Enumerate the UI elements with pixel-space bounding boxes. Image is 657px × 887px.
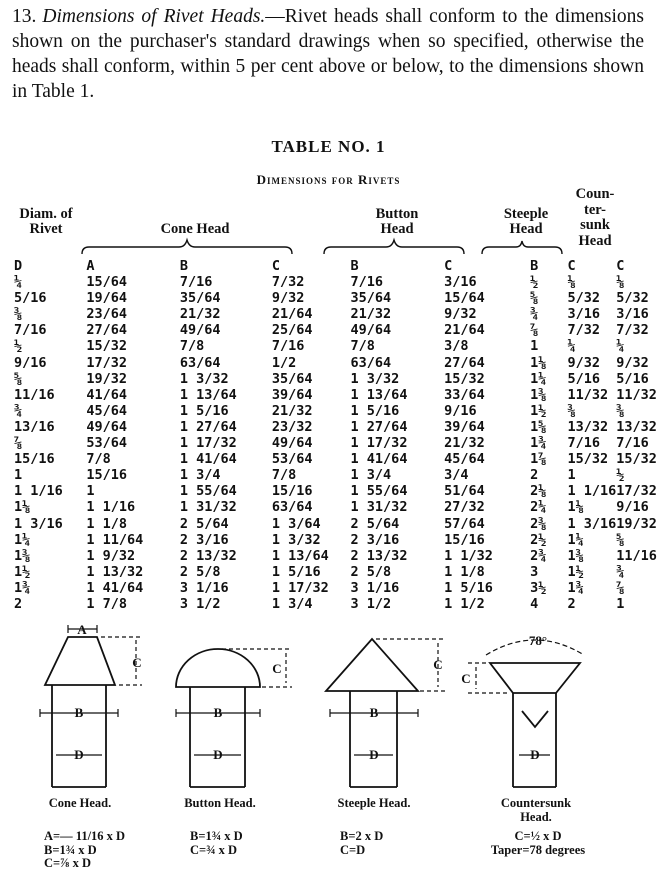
table-row: [14, 580, 657, 596]
table-cell: 49/64: [350, 322, 392, 339]
table-cell: 2: [14, 595, 23, 612]
table-cell: 1 55/64: [179, 483, 237, 500]
table-cell: 15/32: [567, 451, 609, 468]
table-cell: 63/64: [179, 354, 221, 371]
table-cell: 1⅛: [567, 499, 584, 516]
table-cell: 15/16: [86, 467, 127, 484]
table-cell: 51/64: [444, 483, 485, 500]
table-row: [14, 596, 657, 612]
steeple-label-b: B: [369, 705, 379, 720]
table-row: [14, 435, 657, 451]
rivet-dimensions-table: [14, 258, 657, 612]
caption-cone: Cone Head.: [48, 796, 112, 810]
table-row: [14, 274, 657, 290]
table-cell: 9/32: [444, 306, 477, 323]
table-cell: 7/16: [616, 435, 649, 452]
formulas-cone: [44, 830, 125, 871]
table-cell: 21/64: [271, 306, 313, 323]
table-cell: 21/32: [350, 306, 392, 323]
col-header-countersunk-c: C: [616, 258, 625, 274]
table-cell: 1 31/32: [350, 499, 408, 516]
col-header-cone-b: B: [179, 258, 189, 274]
table-cell: 11/16: [616, 547, 657, 564]
table-cell: 1 31/32: [179, 499, 237, 516]
header-cone: Cone Head: [160, 221, 230, 237]
table-cell: 1⅞: [530, 451, 547, 468]
table-cell: 1 41/64: [86, 579, 144, 596]
table-cell: ⅜: [616, 402, 625, 419]
table-cell: 3½: [530, 579, 547, 596]
table-cell: 1 17/32: [350, 435, 408, 452]
table-cell: 5/16: [616, 370, 649, 387]
formula-cone-a: A=— 11/16 x D: [44, 829, 126, 843]
table-cell: 3/8: [444, 338, 469, 355]
table-cell: 1¼: [14, 531, 31, 548]
steeple-label-d: D: [369, 747, 379, 762]
table-cell: 11/32: [616, 386, 657, 403]
table-cell: 1⅝: [530, 418, 547, 435]
table-cell: 63/64: [350, 354, 392, 371]
table-cell: 21/32: [444, 435, 485, 452]
table-cell: 1 55/64: [350, 483, 408, 500]
table-row: [14, 532, 657, 548]
table-cell: 53/64: [271, 451, 313, 468]
table-row: [14, 403, 657, 419]
cone-label-c: C: [132, 655, 142, 670]
table-cell: 1 3/4: [271, 595, 313, 612]
table-row: [14, 290, 657, 306]
table-cell: 15/16: [14, 451, 55, 468]
table-cell: 7/16: [271, 338, 305, 355]
table-cell: 7/8: [271, 467, 297, 484]
table-cell: ⅜: [567, 402, 576, 419]
table-row: [14, 306, 657, 322]
table-cell: 3/4: [444, 467, 469, 484]
table-cell: 3 1/16: [179, 579, 229, 596]
table-cell: 1 27/64: [350, 418, 408, 435]
table-row: [14, 467, 657, 483]
formulas-button: [190, 830, 243, 857]
table-row: [14, 499, 657, 515]
table-cell: 39/64: [271, 386, 313, 403]
table-cell: 3/16: [616, 306, 649, 323]
table-cell: ⅛: [616, 274, 625, 291]
formula-steeple-c: C=D: [340, 842, 366, 857]
table-cell: 1¼: [567, 531, 584, 548]
table-cell: 7/8: [179, 338, 205, 355]
table-cell: 53/64: [86, 435, 127, 452]
table-cell: 13/32: [616, 418, 657, 435]
table-cell: ⅝: [14, 370, 23, 387]
table-cell: 2: [567, 595, 576, 612]
table-cell: 21/64: [444, 322, 485, 339]
table-cell: 41/64: [86, 386, 127, 403]
table-cell: 7/8: [86, 451, 111, 468]
table-row: [14, 564, 657, 580]
table-cell: 27/64: [444, 354, 485, 371]
section-title: Dimensions of Rivet Heads.: [42, 6, 266, 27]
table-cell: 1 1/2: [444, 595, 485, 612]
table-cell: 2¾: [530, 547, 547, 564]
table-cell: 1½: [567, 563, 584, 580]
table-cell: 23/64: [86, 306, 127, 323]
cone-label-b: B: [74, 705, 84, 720]
table-cell: 1¾: [14, 579, 31, 596]
table-cell: 1 13/64: [179, 386, 237, 403]
table-cell: 1 13/64: [271, 547, 329, 564]
table-cell: 15/64: [444, 290, 485, 307]
table-cell: 7/32: [567, 322, 601, 339]
table-cell: ¾: [14, 402, 23, 419]
table-cell: 7/16: [179, 274, 213, 291]
table-cell: 1 5/16: [350, 402, 400, 419]
cone-head-drawing: [40, 625, 142, 787]
table-cell: 2 5/64: [350, 515, 400, 532]
table-cell: 1⅛: [14, 499, 31, 516]
table-cell: 1 1/16: [86, 499, 136, 516]
table-cell: 1 1/8: [444, 563, 485, 580]
countersunk-label-c: C: [461, 671, 471, 686]
table-cell: 1 17/32: [179, 435, 237, 452]
brace-cone: [82, 240, 292, 254]
table-cell: ½: [616, 467, 625, 484]
table-cell: 1 17/32: [271, 579, 329, 596]
table-cell: ½: [14, 338, 23, 355]
column-header-row: [14, 258, 657, 274]
table-cell: 9/32: [567, 354, 601, 371]
table-cell: 1 3/32: [271, 531, 321, 548]
table-cell: ⅞: [14, 435, 23, 452]
table-row: [14, 516, 657, 532]
table-cell: 19/32: [616, 515, 657, 532]
table-cell: 3/16: [444, 274, 477, 291]
table-cell: ⅞: [530, 322, 539, 339]
table-cell: ⅞: [616, 579, 625, 596]
col-header-button-b: B: [350, 258, 359, 274]
table-cell: 7/16: [14, 322, 47, 339]
table-cell: 1 5/16: [444, 579, 493, 596]
table-cell: 4: [530, 595, 539, 612]
table-cell: 45/64: [86, 402, 127, 419]
table-cell: ¾: [616, 563, 625, 580]
formula-countersunk-taper: Taper=78 degrees: [490, 842, 586, 857]
table-cell: 7/8: [350, 338, 375, 355]
button-label-c: C: [272, 661, 282, 676]
table-cell: 1 41/64: [179, 451, 237, 468]
table-cell: 5/16: [14, 290, 47, 307]
table-cell: ½: [530, 274, 539, 291]
table-cell: 2⅛: [530, 483, 547, 500]
table-cell: 1 7/8: [86, 595, 127, 612]
table-cell: 1 3/32: [179, 370, 229, 387]
col-header-button-c: C: [444, 258, 453, 274]
formula-steeple-b: B=2 x D: [340, 829, 384, 843]
table-cell: 63/64: [271, 499, 313, 516]
table-cell: 2⅜: [530, 515, 547, 532]
table-cell: 9/32: [271, 290, 305, 307]
table-cell: 49/64: [179, 322, 221, 339]
col-header-cone-a: A: [86, 258, 95, 274]
table-cell: 5/32: [567, 290, 601, 307]
table-row: [14, 548, 657, 564]
table-cell: 11/16: [14, 386, 55, 403]
table-cell: ¼: [616, 338, 625, 355]
table-cell: ⅜: [14, 306, 23, 323]
countersunk-head-drawing: [468, 640, 584, 787]
table-cell: 27/32: [444, 499, 485, 516]
table-cell: 23/32: [271, 418, 313, 435]
table-cell: 2 5/8: [179, 563, 221, 580]
table-cell: ¾: [530, 306, 539, 323]
col-header-cone-c: C: [271, 258, 280, 274]
table-cell: 2½: [530, 531, 547, 548]
table-cell: 1 13/32: [86, 563, 144, 580]
table-cell: 45/64: [444, 451, 485, 468]
table-cell: 11/32: [567, 386, 609, 403]
table-cell: 13/32: [567, 418, 609, 435]
table-cell: 1 3/16: [14, 515, 63, 532]
table-cell: 1 3/4: [350, 467, 392, 484]
table-cell: 2: [530, 467, 539, 484]
col-header-d: D: [14, 258, 23, 274]
table-cell: 2 3/16: [179, 531, 229, 548]
cone-label-d: D: [74, 747, 84, 762]
table-row: [14, 355, 657, 371]
table-cell: 1 3/32: [350, 370, 400, 387]
header-button: Button Head: [375, 206, 419, 237]
brace-steeple: [482, 241, 562, 254]
table-cell: 19/32: [86, 370, 127, 387]
table-cell: 1 9/32: [86, 547, 136, 564]
table-cell: 1¾: [530, 435, 547, 452]
table-cell: 1 1/8: [86, 515, 127, 532]
table-cell: 1¼: [530, 370, 547, 387]
table-row: [14, 338, 657, 354]
table-cell: 17/32: [616, 483, 657, 500]
table-row: [14, 322, 657, 338]
table-cell: 1⅜: [14, 547, 31, 564]
table-cell: 15/32: [616, 451, 657, 468]
table-cell: 2 5/8: [350, 563, 392, 580]
table-cell: 39/64: [444, 418, 485, 435]
formula-countersunk-c: C=½ x D: [514, 829, 562, 843]
table-cell: 15/32: [444, 370, 485, 387]
section-paragraph: [12, 4, 644, 104]
table-cell: 19/64: [86, 290, 127, 307]
table-cell: 7/32: [271, 274, 305, 291]
table-cell: 15/32: [86, 338, 127, 355]
table-cell: 7/16: [350, 274, 384, 291]
table-cell: 3 1/2: [350, 595, 392, 612]
formulas-steeple: [340, 830, 383, 857]
table-cell: ⅝: [616, 531, 625, 548]
table-cell: 5/16: [567, 370, 601, 387]
section-body: —Rivet heads shall conform to the dimensions shown on the purchaser's standard drawings when so specified, otherwise the heads shall conform, within 5 per cent above or below, to the dimensions shown in Table 1.: [12, 6, 644, 102]
table-cell: 2¼: [530, 499, 547, 516]
header-diameter: Diam. of Rivet: [19, 206, 73, 237]
table-cell: 33/64: [444, 386, 485, 403]
steeple-head-drawing: [326, 639, 446, 787]
table-cell: 7/16: [567, 435, 601, 452]
table-cell: 1 13/64: [350, 386, 408, 403]
caption-steeple: Steeple Head.: [337, 796, 411, 810]
table-cell: 1 27/64: [179, 418, 237, 435]
rivet-head-figures: [0, 615, 657, 795]
table-row: [14, 419, 657, 435]
caption-button: Button Head.: [184, 796, 256, 810]
table-cell: 7/32: [616, 322, 649, 339]
table-cell: 35/64: [179, 290, 221, 307]
caption-countersunk: Countersunk Head.: [500, 796, 572, 824]
table-cell: 1 5/16: [179, 402, 229, 419]
table-cell: 5/32: [616, 290, 649, 307]
table-cell: 1¾: [567, 579, 584, 596]
countersunk-label-angle: 78°: [528, 633, 548, 648]
formula-button-b: B=1¾ x D: [190, 829, 243, 843]
button-label-b: B: [213, 705, 223, 720]
table-cell: 2 13/32: [350, 547, 408, 564]
header-countersunk: Coun- ter- sunk Head: [575, 186, 615, 249]
table-cell: 17/32: [86, 354, 127, 371]
table-row: [14, 483, 657, 499]
header-steeple: Steeple Head: [503, 206, 549, 237]
table-row: [14, 451, 657, 467]
table-cell: 1: [86, 483, 95, 500]
table-cell: 1⅜: [567, 547, 584, 564]
formulas-countersunk: [490, 830, 586, 857]
col-header-steeple-c: C: [567, 258, 576, 274]
table-cell: 27/64: [86, 322, 127, 339]
table-row: [14, 387, 657, 403]
table-cell: ¼: [14, 274, 23, 291]
steeple-label-c: C: [433, 657, 443, 672]
section-number: 13.: [12, 6, 37, 27]
table-cell: ⅛: [567, 274, 576, 291]
formula-cone-b: B=1¾ x D: [44, 842, 97, 857]
brace-button: [324, 240, 464, 254]
table-cell: 2 5/64: [179, 515, 229, 532]
table-cell: 3 1/16: [350, 579, 400, 596]
table-cell: 3: [530, 563, 539, 580]
table-cell: 3/16: [567, 306, 601, 323]
table-cell: 1 11/64: [86, 531, 144, 548]
table-cell: 2 3/16: [350, 531, 400, 548]
table-cell: 15/16: [271, 483, 313, 500]
table-cell: 1/2: [271, 354, 297, 371]
table-number: TABLE NO. 1: [271, 137, 386, 156]
table-cell: ⅝: [530, 290, 539, 307]
table-row: [14, 371, 657, 387]
table-cell: 1⅜: [530, 386, 547, 403]
countersunk-label-d: D: [530, 747, 540, 762]
table-cell: 3 1/2: [179, 595, 221, 612]
table-cell: 9/16: [616, 499, 649, 516]
cone-label-a: A: [77, 622, 87, 637]
table-cell: 21/32: [271, 402, 313, 419]
table-cell: 15/16: [444, 531, 485, 548]
table-cell: 57/64: [444, 515, 485, 532]
table-cell: 1 3/4: [179, 467, 221, 484]
table-cell: 15/64: [86, 274, 127, 291]
table-cell: 1: [616, 595, 625, 612]
formula-button-c: C=¾ x D: [190, 842, 238, 857]
table-cell: 1 1/32: [444, 547, 493, 564]
table-cell: 2 13/32: [179, 547, 237, 564]
table-cell: 1: [530, 338, 539, 355]
table-cell: 35/64: [271, 370, 313, 387]
table-cell: 1 3/16: [567, 515, 617, 532]
table-cell: 21/32: [179, 306, 221, 323]
table-body: [14, 274, 657, 612]
table-cell: 35/64: [350, 290, 392, 307]
table-cell: ¼: [567, 338, 576, 355]
table-cell: 49/64: [271, 435, 313, 452]
table-cell: 1 1/16: [567, 483, 617, 500]
table-cell: 9/16: [444, 402, 477, 419]
button-label-d: D: [213, 747, 223, 762]
table-cell: 1: [567, 467, 576, 484]
table-cell: 9/32: [616, 354, 649, 371]
col-header-steeple-b: B: [530, 258, 539, 274]
table-cell: 1 3/64: [271, 515, 321, 532]
table-cell: 1: [14, 467, 23, 484]
table-cell: 1 1/16: [14, 483, 63, 500]
table-cell: 1⅛: [530, 354, 547, 371]
table-cell: 1 5/16: [271, 563, 321, 580]
table-cell: 13/16: [14, 418, 55, 435]
table-cell: 49/64: [86, 418, 127, 435]
table-cell: 1 41/64: [350, 451, 408, 468]
table-cell: 25/64: [271, 322, 313, 339]
formula-cone-c: C=⅞ x D: [44, 856, 92, 870]
table-cell: 1½: [530, 402, 547, 419]
table-cell: 1½: [14, 563, 31, 580]
table-title: Dimensions for Rivets: [256, 172, 401, 187]
table-cell: 9/16: [14, 354, 47, 371]
